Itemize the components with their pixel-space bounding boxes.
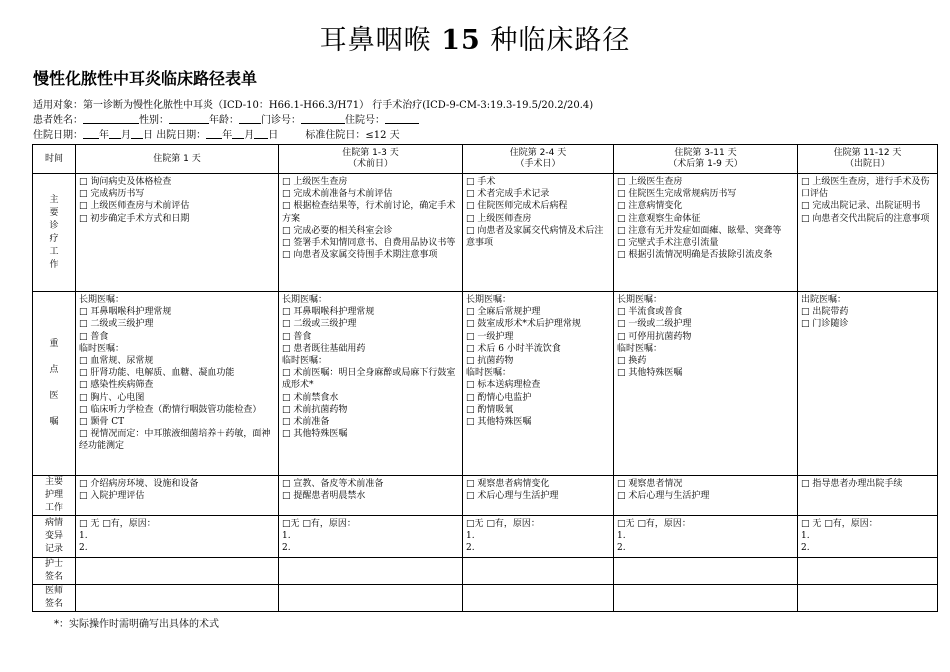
list-item[interactable]: □ 胸片、心电图 <box>79 392 145 403</box>
list-item[interactable]: □ 鼓室成形术*术后护理常规 <box>466 319 581 330</box>
list-item[interactable]: □ 抗菌药物 <box>466 356 514 367</box>
list-item[interactable]: □ 一级或二级护理 <box>617 319 692 330</box>
list-item[interactable]: □ 向患者及家属交代病情及术后注意事项 <box>466 225 604 249</box>
table-cell <box>76 516 279 558</box>
list-item[interactable]: □ 手术 <box>466 177 496 187</box>
list-item[interactable]: □ 半流食或普食 <box>617 307 683 318</box>
list-item: 1. <box>282 531 291 542</box>
patient-info-line: 患者姓名： 性别： 年龄： 门诊号： 住院号： <box>33 111 419 126</box>
list-item[interactable]: □ 注意观察生命体征 <box>617 213 701 224</box>
list-item[interactable]: □ 感染性疾病筛查 <box>79 380 154 391</box>
table-cell <box>798 516 938 558</box>
table-cell <box>463 292 614 476</box>
header-day2-4: 住院第 2-4 天 （手术日） <box>463 145 614 174</box>
admit-day-blank[interactable] <box>131 129 143 139</box>
nursing-work-row <box>33 476 938 516</box>
table-cell <box>279 292 463 476</box>
header-time: 时间 <box>33 145 76 174</box>
list-item[interactable]: □ 可停用抗菌药物 <box>617 331 692 342</box>
signature-cell[interactable] <box>798 558 938 585</box>
date-info-line: 住院日期： 年 月 日 出院日期： 年 月 日 标准住院日：≤12 天 <box>33 130 400 141</box>
list-item[interactable]: □ 上级医生查房 <box>617 177 683 187</box>
list-item[interactable]: □ 询问病史及体格检查 <box>79 177 172 187</box>
list-item[interactable]: □ 术前医嘱：明日全身麻醉或局麻下行鼓室成形术* <box>282 368 456 391</box>
list-item[interactable]: □ 术前准备 <box>282 417 330 428</box>
list-item[interactable]: □ 酌情吸氧 <box>466 404 514 415</box>
table-cell <box>798 476 938 516</box>
list-item[interactable]: □ 指导患者办理出院手续 <box>801 479 903 489</box>
table-cell <box>76 476 279 516</box>
list-item[interactable]: □ 完成病历书写 <box>79 189 145 200</box>
signature-cell[interactable] <box>279 585 463 612</box>
list-item[interactable]: □ 完壁式手术注意引流量 <box>617 238 719 249</box>
list-item[interactable]: □ 术前抗菌药物 <box>282 404 348 415</box>
row-header: 主要 护理 工作 <box>33 476 76 516</box>
list-item[interactable]: □ 向患者交代出院后的注意事项 <box>801 213 930 224</box>
list-item[interactable]: □ 根据引流情况明确是否拔除引流皮条 <box>617 250 773 261</box>
list-item[interactable]: □ 其他特殊医嘱 <box>466 417 532 428</box>
list-item: 1. <box>617 531 626 542</box>
list-item[interactable]: □无 □有，原因： <box>617 519 691 529</box>
list-item[interactable]: □ 初步确定手术方式和日期 <box>79 213 190 224</box>
list-item[interactable]: □ 注意病情变化 <box>617 201 683 212</box>
list-item[interactable]: □ 肝肾功能、电解质、血糖、凝血功能 <box>79 368 235 379</box>
list-item: 2. <box>282 543 291 554</box>
page-title: 耳鼻咽喉 15 种临床路径 <box>319 25 631 56</box>
main-work-row <box>33 174 938 292</box>
header-day1: 住院第 1 天 <box>76 145 279 174</box>
signature-cell[interactable] <box>798 585 938 612</box>
table-cell <box>463 476 614 516</box>
list-item: 1. <box>801 531 810 542</box>
list-item: 长期医嘱： <box>617 295 663 305</box>
target-info: 适用对象：第一诊断为慢性化脓性中耳炎（ICD-10：H66.1-H66.3/H71） 行手术治疗(ICD-9-CM-3:19.3-19.5/20.2/20.4) <box>33 100 594 111</box>
list-item: 出院医嘱： <box>801 295 847 305</box>
list-item[interactable]: □ 耳鼻咽喉科护理常规 <box>282 307 375 318</box>
list-item[interactable]: □ 观察患者病情变化 <box>466 479 550 489</box>
list-item[interactable]: □ 术后心理与生活护理 <box>617 491 710 502</box>
list-item[interactable]: □ 观察患者情况 <box>617 479 683 489</box>
discharge-year-blank[interactable] <box>206 129 222 139</box>
nurse-sign-row <box>33 558 938 585</box>
list-item[interactable]: □ 向患者及家属交待围手术期注意事项 <box>282 250 438 261</box>
table-header-row <box>33 145 938 174</box>
list-item[interactable]: □ 住院医师完成术后病程 <box>466 201 568 212</box>
list-item[interactable]: □无 □有，原因： <box>282 519 356 529</box>
list-item[interactable]: □ 无 □有，原因： <box>79 519 156 529</box>
row-header: 病情 变异 记录 <box>33 516 76 558</box>
list-item[interactable]: □无 □有，原因： <box>466 519 540 529</box>
list-item[interactable]: □ 耳鼻咽喉科护理常规 <box>79 307 172 318</box>
list-item[interactable]: □ 二级或三级护理 <box>79 319 154 330</box>
key-orders-row <box>33 292 938 476</box>
admit-year-blank[interactable] <box>83 129 99 139</box>
list-item: 长期医嘱： <box>79 295 125 305</box>
form-subtitle: 慢性化脓性中耳炎临床路径表单 <box>33 69 258 88</box>
table-cell <box>279 516 463 558</box>
list-item[interactable]: □ 普食 <box>79 331 109 342</box>
list-item[interactable]: □ 宣教、备皮等术前准备 <box>282 479 384 489</box>
header-day11-12: 住院第 11-12 天 （出院日） <box>798 145 938 174</box>
header-day1-3: 住院第 1-3 天 （术前日） <box>279 145 463 174</box>
list-item: 长期医嘱： <box>282 295 328 305</box>
table-cell <box>614 516 798 558</box>
table-cell <box>798 174 938 292</box>
name-blank[interactable] <box>83 114 139 124</box>
list-item[interactable]: □ 标本送病理检查 <box>466 380 541 391</box>
list-item[interactable]: □ 完成术前准备与术前评估 <box>282 189 393 200</box>
list-item[interactable]: □ 其他特殊医嘱 <box>617 368 683 379</box>
admit-month-blank[interactable] <box>109 129 121 139</box>
table-cell <box>614 476 798 516</box>
list-item[interactable]: □ 住院医生完成常规病历书写 <box>617 189 737 200</box>
list-item[interactable]: □ 术者完成手术记录 <box>466 189 550 200</box>
list-item[interactable]: □ 上级医师查房 <box>466 213 532 224</box>
signature-cell[interactable] <box>76 558 279 585</box>
list-item[interactable]: □ 一级护理 <box>466 331 514 342</box>
list-item[interactable]: □ 完成出院记录、出院证明书 <box>801 201 921 212</box>
list-item: 长期医嘱： <box>466 295 512 305</box>
signature-cell[interactable] <box>463 585 614 612</box>
table-cell <box>463 516 614 558</box>
table-cell <box>463 174 614 292</box>
clinical-path-table <box>32 144 938 612</box>
list-item[interactable]: □ 根据检查结果等，行术前讨论，确定手术方案 <box>282 201 456 224</box>
table-cell <box>76 292 279 476</box>
list-item[interactable]: □ 上级医生查房，进行手术及伤口评估 <box>801 177 930 200</box>
table-cell <box>279 174 463 292</box>
header-day3-11: 住院第 3-11 天 （术后第 1-9 天） <box>614 145 798 174</box>
list-item[interactable]: □ 酌情心电监护 <box>466 392 532 403</box>
list-item: 临时医嘱： <box>466 368 512 379</box>
list-item[interactable]: □ 注意有无并发症如面瘫、眩晕、突聋等 <box>617 225 782 236</box>
discharge-day-blank[interactable] <box>254 129 268 139</box>
signature-cell[interactable] <box>614 558 798 585</box>
footnote: *：实际操作时需明确写出具体的术式 <box>54 619 219 630</box>
signature-cell[interactable] <box>76 585 279 612</box>
list-item[interactable]: □ 其他特殊医嘱 <box>282 429 348 440</box>
list-item[interactable]: □ 术后 6 小时半流饮食 <box>466 343 561 354</box>
gender-blank[interactable] <box>169 114 209 124</box>
table-cell <box>76 174 279 292</box>
age-blank[interactable] <box>239 114 261 124</box>
list-item: 2. <box>79 543 88 554</box>
row-header: 重 点 医 嘱 <box>33 292 76 476</box>
list-item[interactable]: □ 无 □有，原因： <box>801 519 878 529</box>
list-item: 1. <box>79 531 88 542</box>
discharge-month-blank[interactable] <box>232 129 244 139</box>
list-item[interactable]: □ 完成必要的相关科室会诊 <box>282 225 393 236</box>
list-item[interactable]: □ 术后心理与生活护理 <box>466 491 559 502</box>
table-cell <box>614 292 798 476</box>
list-item[interactable]: □ 上级医生查房 <box>282 177 348 187</box>
list-item[interactable]: □ 全麻后常规护理 <box>466 307 541 318</box>
list-item: 1. <box>466 531 475 542</box>
inpatient-blank[interactable] <box>385 114 419 124</box>
list-item[interactable]: □ 颞骨 CT <box>79 417 125 428</box>
list-item[interactable]: □ 视情况而定：中耳脓液细菌培养＋药敏，面神经功能测定 <box>79 429 271 452</box>
row-header: 护士 签名 <box>33 558 76 585</box>
outpatient-blank[interactable] <box>301 114 345 124</box>
table-cell <box>279 476 463 516</box>
row-header: 主 要 诊 疗 工 作 <box>33 174 76 292</box>
signature-cell[interactable] <box>279 558 463 585</box>
list-item[interactable]: □ 二级或三级护理 <box>282 319 357 330</box>
signature-cell[interactable] <box>614 585 798 612</box>
list-item: 2. <box>801 543 810 554</box>
list-item[interactable]: □ 签署手术知情同意书、自费用品协议书等 <box>282 238 456 249</box>
signature-cell[interactable] <box>463 558 614 585</box>
list-item[interactable]: □ 普食 <box>282 331 312 342</box>
variance-row <box>33 516 938 558</box>
list-item[interactable]: □ 上级医师查房与术前评估 <box>79 201 190 212</box>
list-item: 临时医嘱： <box>617 343 663 354</box>
list-item[interactable]: □ 门诊随诊 <box>801 319 849 330</box>
list-item[interactable]: □ 换药 <box>617 356 647 367</box>
list-item[interactable]: □ 术前禁食水 <box>282 392 339 403</box>
list-item[interactable]: □ 介绍病房环境、设施和设备 <box>79 479 199 489</box>
doctor-sign-row <box>33 585 938 612</box>
list-item[interactable]: □ 血常规、尿常规 <box>79 356 154 367</box>
table-cell <box>614 174 798 292</box>
list-item: 2. <box>466 543 475 554</box>
table-cell <box>798 292 938 476</box>
list-item: 临时医嘱： <box>79 343 125 354</box>
list-item[interactable]: □ 患者既往基础用药 <box>282 343 366 354</box>
list-item[interactable]: □ 提醒患者明晨禁水 <box>282 491 366 502</box>
list-item[interactable]: □ 出院带药 <box>801 307 849 318</box>
row-header: 医师 签名 <box>33 585 76 612</box>
list-item: 2. <box>617 543 626 554</box>
list-item[interactable]: □ 临床听力学检查（酌情行咽鼓管功能检查） <box>79 404 262 415</box>
list-item: 临时医嘱： <box>282 356 328 367</box>
list-item[interactable]: □ 入院护理评估 <box>79 491 145 502</box>
